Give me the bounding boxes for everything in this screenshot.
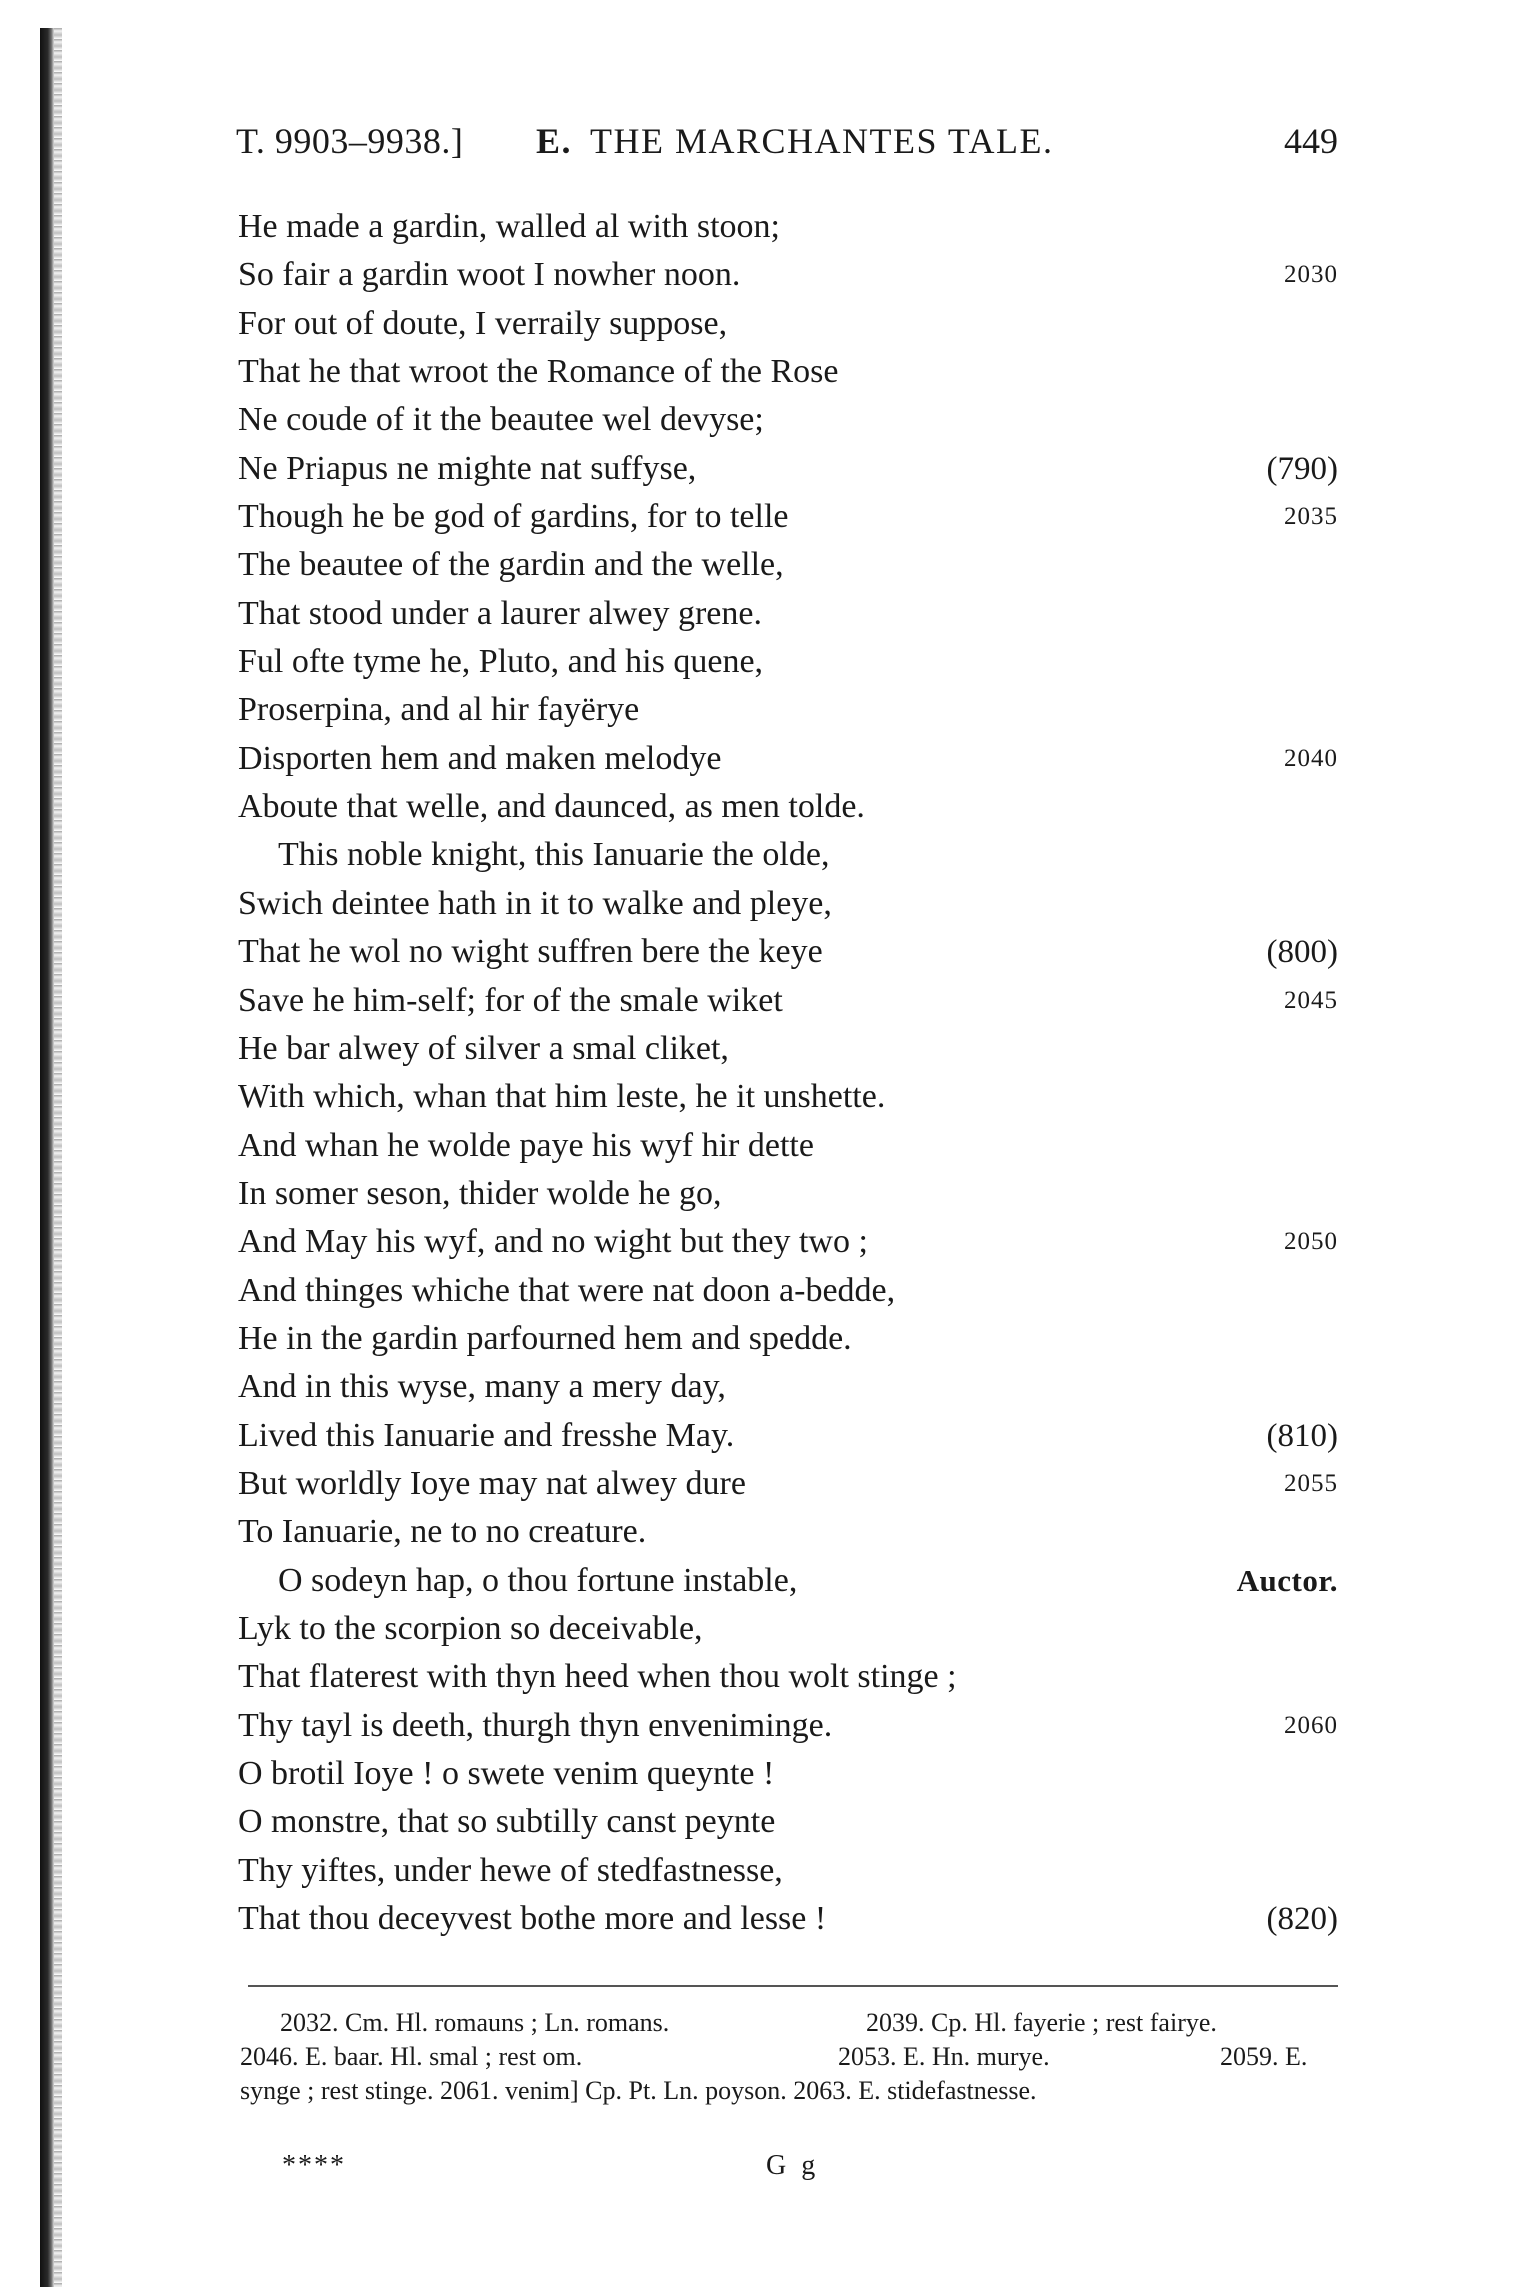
older-line-number: (790) [1266, 450, 1338, 487]
verse-line [238, 1798, 1338, 1846]
verse-line [238, 396, 1338, 444]
verse-text-line: He in the gardin parfourned hem and spedde. [238, 1319, 852, 1357]
line-number: 2030 [1284, 261, 1338, 289]
verse-text-line: Disporten hem and maken melodye [238, 739, 722, 777]
page-number: 449 [1284, 121, 1338, 161]
verse-line [238, 590, 1338, 638]
verse-text-line: Thy yiftes, under hewe of stedfastnesse, [238, 1851, 783, 1889]
verse-text-line: And whan he wolde paye his wyf hir dette [238, 1126, 814, 1164]
verse-text-line: That thou deceyvest bothe more and lesse ! [238, 1900, 827, 1938]
verse-text-line: O monstre, that so subtilly canst peynte [238, 1803, 776, 1841]
line-number: 2050 [1284, 1228, 1338, 1256]
footnote-continuation: synge ; rest stinge. 2061. venim] Cp. Pt. Ln. poyson. 2063. E. stidefastnesse. [240, 2076, 1037, 2105]
verse-line [238, 783, 1338, 831]
verse-text-line: Lyk to the scorpion so deceivable, [238, 1609, 703, 1647]
verse-text [238, 203, 1338, 1943]
verse-line [238, 203, 1338, 251]
older-line-number: (810) [1266, 1417, 1338, 1454]
verse-text-line: That he that wroot the Romance of the Rose [238, 353, 839, 391]
verse-line [238, 541, 1338, 589]
footnote-2059: 2059. E. [1220, 2042, 1308, 2071]
verse-line [238, 735, 1338, 783]
verse-line [238, 1605, 1338, 1653]
verse-text-line: O sodeyn hap, o thou fortune instable, [278, 1561, 798, 1599]
signature-stars: **** [282, 2150, 346, 2181]
verse-text-line: That he wol no wight suffren bere the keye [238, 933, 823, 971]
section-letter: E. [536, 121, 573, 161]
older-line-number: (820) [1266, 1901, 1338, 1938]
older-line-number: (800) [1266, 934, 1338, 971]
verse-line [238, 1218, 1338, 1266]
signature-line [236, 2150, 1336, 2190]
verse-line [238, 1702, 1338, 1750]
footnote-2046: 2046. E. baar. Hl. smal ; rest om. [240, 2042, 583, 2071]
verse-text-line: And May his wyf, and no wight but they two ; [238, 1223, 868, 1261]
verse-text-line: To Ianuarie, ne to no creature. [238, 1513, 647, 1551]
verse-text-line: Ful ofte tyme he, Pluto, and his quene, [238, 643, 764, 681]
verse-text-line: Save he him-self; for of the smale wiket [238, 981, 783, 1019]
verse-text-line: But worldly Ioye may nat alwey dure [238, 1464, 746, 1502]
verse-text-line: And thinges whiche that were nat doon a-bedde, [238, 1271, 896, 1309]
verse-line [238, 1847, 1338, 1895]
footnote-line [240, 2040, 1340, 2074]
textual-footnotes [240, 2006, 1340, 2108]
footnote-line [240, 2006, 1340, 2040]
verse-line [238, 638, 1338, 686]
line-reference: T. 9903–9938.] [236, 121, 464, 161]
footnote-2039: 2039. Cp. Hl. fayerie ; rest fairye. [866, 2008, 1217, 2037]
verse-text-line: Thy tayl is deeth, thurgh thyn enveniminge. [238, 1706, 833, 1744]
verse-text-line: Proserpina, and al hir fayërye [238, 691, 640, 729]
tale-title: THE MARCHANTES TALE. [590, 121, 1054, 161]
line-number: 2035 [1284, 503, 1338, 531]
line-number: 2055 [1284, 1469, 1338, 1497]
verse-line [238, 445, 1338, 493]
verse-text-line: O brotil Ioye ! o swete venim queynte ! [238, 1755, 775, 1792]
verse-text-line: Aboute that welle, and daunced, as men tolde. [238, 788, 865, 826]
line-number: 2045 [1284, 986, 1338, 1014]
verse-line [238, 1750, 1338, 1798]
verse-text-line: With which, whan that him leste, he it unshette. [238, 1078, 886, 1116]
verse-line [238, 348, 1338, 396]
verse-text-line: The beautee of the gardin and the welle, [238, 546, 784, 584]
verse-line [238, 831, 1338, 879]
verse-line [238, 1895, 1338, 1943]
verse-text-line: Swich deintee hath in it to walke and pleye, [238, 884, 832, 922]
verse-text-line: So fair a gardin woot I nowher noon. [238, 256, 741, 294]
verse-line [238, 300, 1338, 348]
verse-line [238, 1073, 1338, 1121]
verse-line [238, 1025, 1338, 1073]
verse-line [238, 1508, 1338, 1556]
verse-line [238, 1122, 1338, 1170]
verse-line [238, 977, 1338, 1025]
running-header [236, 120, 1338, 170]
verse-line [238, 686, 1338, 734]
verse-text-line: And in this wyse, many a mery day, [238, 1368, 726, 1406]
verse-line [238, 1653, 1338, 1701]
verse-text-line: Lived this Ianuarie and fresshe May. [238, 1416, 735, 1454]
verse-text-line: Ne Priapus ne mighte nat suffyse, [238, 449, 697, 487]
footnote-2053: 2053. E. Hn. murye. [838, 2042, 1050, 2071]
verse-line [238, 928, 1338, 976]
verse-text-line: That stood under a laurer alwey grene. [238, 594, 762, 632]
verse-line [238, 1557, 1338, 1605]
running-title [536, 120, 1053, 162]
verse-text-line: This noble knight, this Ianuarie the olde, [278, 836, 830, 874]
verse-line [238, 1170, 1338, 1218]
signature-mark: G g [766, 2150, 820, 2181]
verse-text-line: For out of doute, I verraily suppose, [238, 304, 728, 342]
verse-line [238, 1460, 1338, 1508]
verse-text-line: In somer seson, thider wolde he go, [238, 1174, 722, 1212]
verse-text-line: Ne coude of it the beautee wel devyse; [238, 401, 764, 439]
verse-line [238, 1267, 1338, 1315]
footnote-line [240, 2074, 1340, 2108]
line-number: 2060 [1284, 1711, 1338, 1739]
auctor-marginal-label: Auctor. [1236, 1562, 1338, 1598]
page-binding-edge [40, 28, 54, 2287]
verse-line [238, 493, 1338, 541]
verse-text-line: Though he be god of gardins, for to telle [238, 498, 789, 536]
verse-line [238, 1315, 1338, 1363]
verse-text-line: He bar alwey of silver a smal cliket, [238, 1029, 729, 1067]
verse-line [238, 880, 1338, 928]
line-number: 2040 [1284, 744, 1338, 772]
verse-line [238, 1363, 1338, 1411]
verse-line [238, 1412, 1338, 1460]
footnote-2032: 2032. Cm. Hl. romauns ; Ln. romans. [280, 2008, 670, 2037]
footnote-divider [248, 1985, 1338, 1987]
verse-text-line: He made a gardin, walled al with stoon; [238, 208, 780, 245]
verse-line [238, 251, 1338, 299]
verse-text-line: That flaterest with thyn heed when thou wolt stinge ; [238, 1658, 957, 1696]
